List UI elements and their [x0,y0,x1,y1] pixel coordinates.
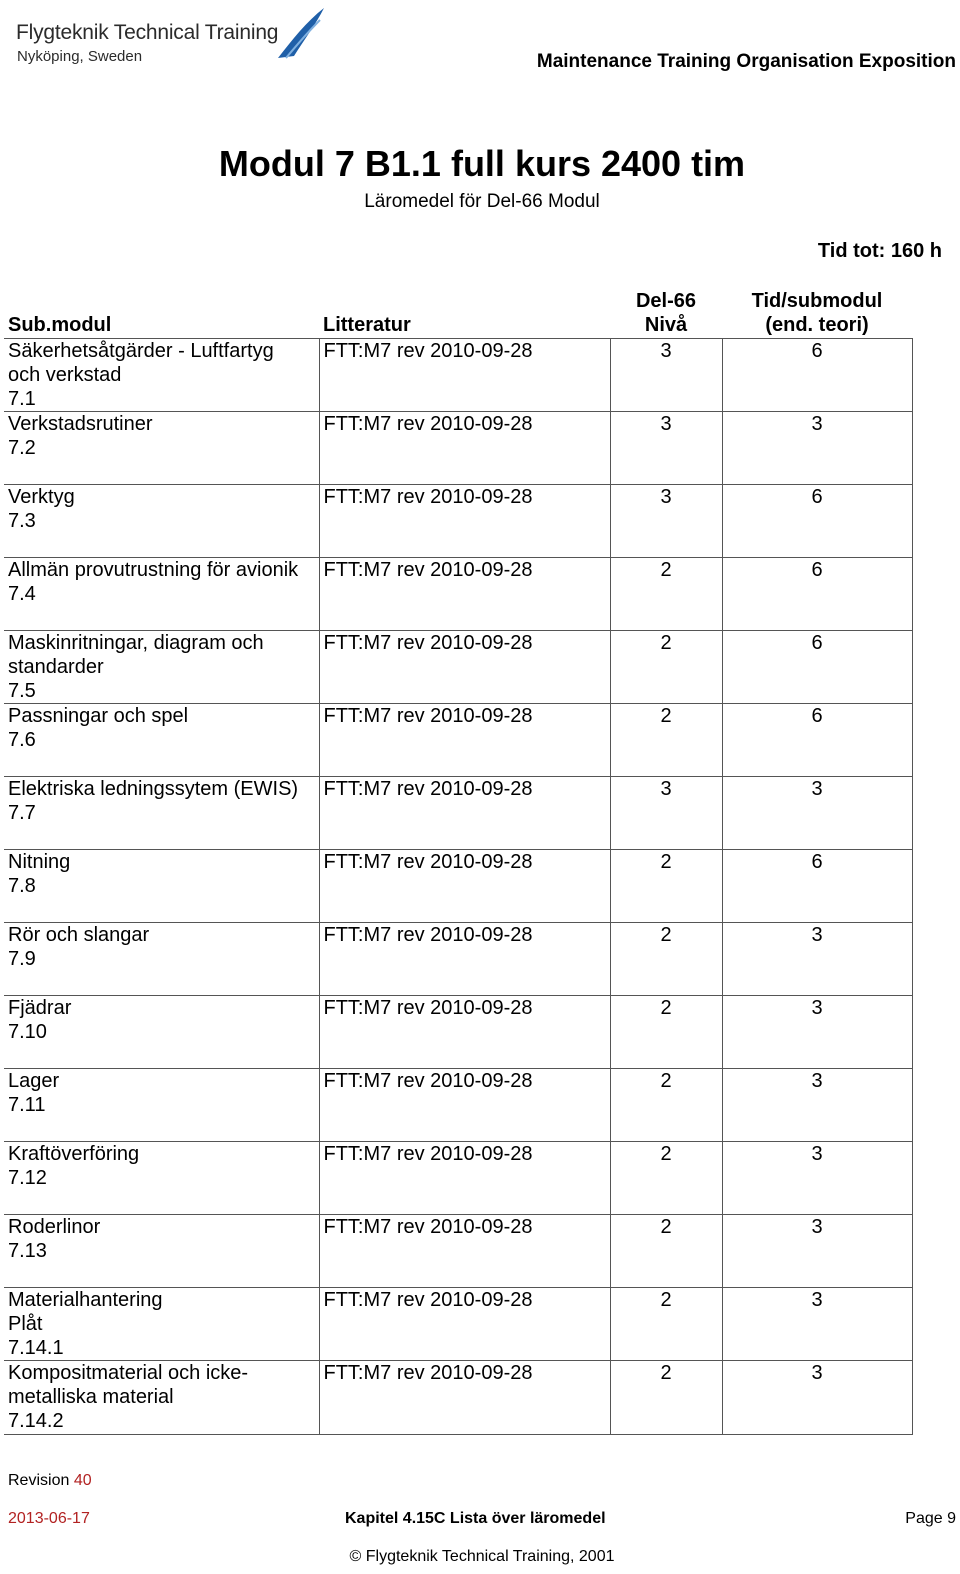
submodul-cell [4,412,319,485]
table-row [4,558,912,631]
niva-cell: 2 [610,558,722,631]
tid-cell: 6 [722,485,912,558]
submodul-name: Verktyg [8,486,75,508]
submodul-cell [4,996,319,1069]
table-row [4,1215,912,1288]
submodul-cell [4,485,319,558]
niva-cell: 2 [610,704,722,777]
submodul-code: 7.14.1 [8,1337,64,1359]
tid-cell: 3 [722,412,912,485]
submodul-code: 7.9 [8,948,36,970]
litteratur-cell: FTT:M7 rev 2010-09-28 [319,923,610,996]
niva-cell: 2 [610,923,722,996]
litteratur-cell: FTT:M7 rev 2010-09-28 [319,1361,610,1435]
submodul-code: 7.5 [8,680,36,702]
submodul-cell [4,631,319,704]
table-row [4,631,912,704]
submodul-code: 7.3 [8,510,36,532]
submodul-code: 7.14.2 [8,1410,64,1432]
niva-cell: 3 [610,412,722,485]
submodul-name: Rör och slangar [8,924,150,946]
litteratur-cell: FTT:M7 rev 2010-09-28 [319,339,610,412]
submodul-name: Kraftöverföring [8,1143,140,1165]
submodul-cell [4,1288,319,1361]
column-header-litteratur: Litteratur [323,314,411,336]
submodul-code: 7.1 [8,388,36,410]
tid-cell: 3 [722,1361,912,1435]
table-header-row [4,285,912,339]
submodul-name: Allmän provutrustning för avionik [8,559,299,581]
submodul-name: Fjädrar [8,997,72,1019]
table-row [4,1142,912,1215]
submodul-name: Kompositmaterial och icke- [8,1362,249,1384]
niva-cell: 2 [610,996,722,1069]
submodul-code: 7.11 [8,1094,46,1116]
submodul-code: 7.12 [8,1167,47,1189]
submodul-name: Nitning [8,851,71,873]
organisation-header: Maintenance Training Organisation Exposition [536,51,956,72]
tid-cell: 3 [722,777,912,850]
tid-cell: 3 [722,1288,912,1361]
table-row [4,339,912,412]
submodul-name: Passningar och spel [8,705,189,727]
niva-cell: 2 [610,1142,722,1215]
submodul-cell [4,777,319,850]
table-row [4,704,912,777]
submodul-code: 7.10 [8,1021,47,1043]
table-row [4,1361,912,1435]
tid-cell: 6 [722,339,912,412]
niva-cell: 2 [610,631,722,704]
niva-cell: 2 [610,1069,722,1142]
tid-cell: 6 [722,631,912,704]
tid-cell: 3 [722,1069,912,1142]
company-logo [14,6,314,70]
logo-location: Nyköping, Sweden [17,48,143,65]
submodul-cell [4,1142,319,1215]
niva-cell: 3 [610,339,722,412]
submodul-name: Lager [8,1070,60,1092]
submodul-name-cont: och verkstad [8,364,122,386]
submodul-name: Maskinritningar, diagram och [8,632,264,654]
litteratur-cell: FTT:M7 rev 2010-09-28 [319,631,610,704]
total-time: Tid tot: 160 h [817,240,942,262]
logo-title: Flygteknik Technical Training [16,21,279,44]
page-title: Modul 7 B1.1 full kurs 2400 tim [218,143,746,184]
niva-cell: 2 [610,850,722,923]
litteratur-cell: FTT:M7 rev 2010-09-28 [319,485,610,558]
submodul-name: Roderlinor [8,1216,101,1238]
logo-swoosh-icon [276,6,326,60]
table-row [4,996,912,1069]
niva-cell: 2 [610,1361,722,1435]
column-header-tid: Tid/submodul (end. teori) [751,290,883,336]
submodul-cell [4,339,319,412]
submodul-name-cont: Plåt [8,1313,43,1335]
niva-cell: 2 [610,1215,722,1288]
tid-cell: 3 [722,1142,912,1215]
column-header-niva: Del-66 Nivå [635,290,697,336]
submodul-name: Elektriska ledningssytem (EWIS) [8,778,299,800]
submodul-code: 7.6 [8,729,36,751]
revision: Revision 40 [8,1472,92,1489]
litteratur-cell: FTT:M7 rev 2010-09-28 [319,1215,610,1288]
submodul-cell [4,558,319,631]
submodul-code: 7.13 [8,1240,47,1262]
page-number: Page 9 [905,1510,956,1527]
tid-cell: 6 [722,704,912,777]
litteratur-cell: FTT:M7 rev 2010-09-28 [319,558,610,631]
submodul-cell [4,850,319,923]
tid-cell: 3 [722,996,912,1069]
niva-cell: 3 [610,485,722,558]
table-row [4,412,912,485]
litteratur-cell: FTT:M7 rev 2010-09-28 [319,996,610,1069]
litteratur-cell: FTT:M7 rev 2010-09-28 [319,850,610,923]
submodul-name-cont: standarder [8,656,104,678]
copyright: © Flygteknik Technical Training, 2001 [349,1548,615,1565]
litteratur-cell: FTT:M7 rev 2010-09-28 [319,412,610,485]
revision-number: 40 [73,1472,92,1489]
submodul-cell [4,1069,319,1142]
table-row [4,777,912,850]
submodul-cell [4,1361,319,1435]
submodul-cell [4,923,319,996]
submodul-name: Säkerhetsåtgärder - Luftfartyg [8,340,274,362]
course-table [4,285,913,1435]
tid-cell: 6 [722,558,912,631]
page-subtitle: Läromedel för Del-66 Modul [364,191,600,212]
litteratur-cell: FTT:M7 rev 2010-09-28 [319,777,610,850]
submodul-name-cont: metalliska material [8,1386,174,1408]
column-header-submodul: Sub.modul [8,314,112,336]
tid-cell: 6 [722,850,912,923]
litteratur-cell: FTT:M7 rev 2010-09-28 [319,1288,610,1361]
table-row [4,923,912,996]
table-row [4,1288,912,1361]
litteratur-cell: FTT:M7 rev 2010-09-28 [319,1142,610,1215]
niva-cell: 2 [610,1288,722,1361]
submodul-name: Materialhantering [8,1289,163,1311]
submodul-cell [4,704,319,777]
footer-chapter: Kapitel 4.15C Lista över läromedel [345,1510,606,1527]
footer-date: 2013-06-17 [8,1510,90,1527]
litteratur-cell: FTT:M7 rev 2010-09-28 [319,1069,610,1142]
table-row [4,1069,912,1142]
submodul-code: 7.7 [8,802,36,824]
table-row [4,485,912,558]
tid-cell: 3 [722,1215,912,1288]
submodul-code: 7.8 [8,875,36,897]
submodul-cell [4,1215,319,1288]
submodul-name: Verkstadsrutiner [8,413,153,435]
litteratur-cell: FTT:M7 rev 2010-09-28 [319,704,610,777]
submodul-code: 7.4 [8,583,36,605]
table-row [4,850,912,923]
niva-cell: 3 [610,777,722,850]
submodul-code: 7.2 [8,437,36,459]
tid-cell: 3 [722,923,912,996]
